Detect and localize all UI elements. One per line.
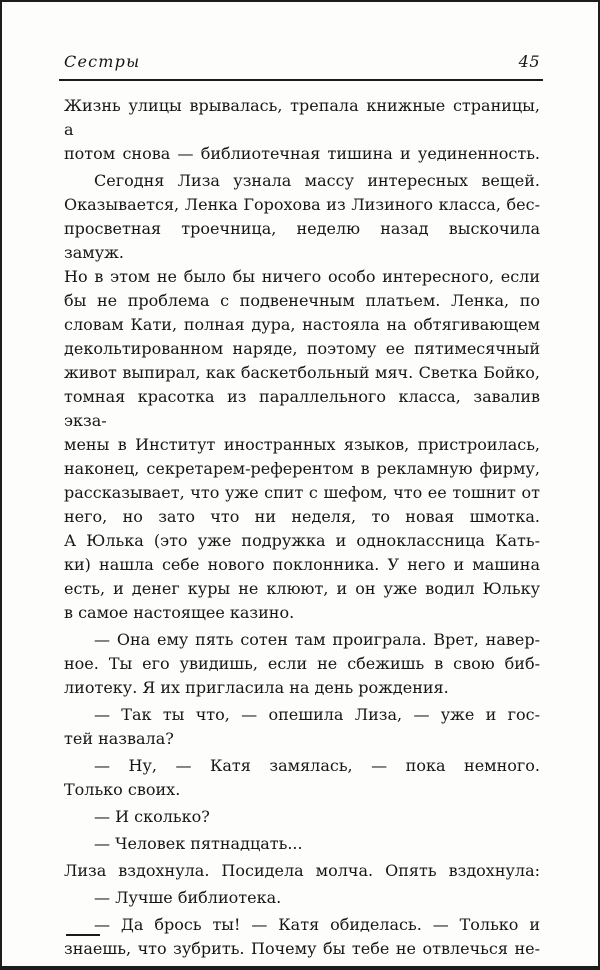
text-line: просветная троечница, неделю назад выскочила замуж. (64, 219, 540, 262)
paragraph (64, 169, 540, 625)
text-line: Сегодня Лиза узнала массу интересных вещей. (94, 171, 540, 190)
text-line: наконец, секретарем-референтом в рекламную фирму, (64, 459, 540, 478)
text-line: — Ну, — Катя замялась, — пока немного. (94, 756, 540, 775)
paragraph (64, 913, 540, 961)
paragraph (64, 94, 540, 166)
text-line: декольтированном наряде, поэтому ее пятимесячный (64, 339, 540, 358)
page-number: 45 (518, 52, 540, 71)
text-line: бы не проблема с подвенечным платьем. Ленка, по (64, 291, 540, 310)
text-line: томная красотка из параллельного класса, завалив экза- (64, 387, 540, 430)
text-line: потом снова — библиотечная тишина и уединенность. (64, 144, 540, 163)
text-line: Лиза вздохнула. Посидела молча. Опять вздохнула: (64, 861, 540, 880)
footer-mark (66, 934, 100, 936)
header-rule (59, 79, 543, 81)
text-line: — Она ему пять сотен там проиграла. Врет, навер- (94, 630, 540, 649)
text-line: тей назвала? (64, 729, 174, 748)
text-line: рассказывает, что уже спит с шефом, что ее тошнит от (64, 483, 540, 502)
text-line: Жизнь улицы врывалась, трепала книжные страницы, а (64, 96, 540, 139)
page-header (64, 52, 540, 71)
text-line: Только своих. (64, 780, 181, 799)
paragraph (64, 754, 540, 802)
paragraph (64, 832, 540, 856)
text-line: мены в Институт иностранных языков, пристроилась, (64, 435, 540, 454)
text-line: живот выпирал, как баскетбольный мяч. Светка Бойко, (64, 363, 540, 382)
text-line: — Лучше библиотека. (94, 888, 282, 907)
text-line: ки) нашла себе нового поклонника. У него и машина (64, 555, 540, 574)
text-line: в самое настоящее казино. (64, 603, 295, 622)
text-line: словам Кати, полная дура, настояла на обтягивающем (64, 315, 540, 334)
paragraph (64, 628, 540, 700)
text-line: А Юлька (это уже подружка и одноклассница Кать- (64, 531, 540, 550)
text-line: Оказывается, Ленка Горохова из Лизиного класса, бес- (64, 195, 540, 214)
text-line: ное. Ты его увидишь, если не сбежишь в свою биб- (64, 654, 540, 673)
text-line: — И сколько? (94, 807, 210, 826)
text-line: — Человек пятнадцать... (94, 834, 303, 853)
text-line: него, но зато что ни неделя, то новая шмотка. (64, 507, 540, 526)
paragraph (64, 703, 540, 751)
running-title: Сестры (64, 52, 141, 71)
text-line: — Так ты что, — опешила Лиза, — уже и гос- (94, 705, 540, 724)
body-text (64, 94, 540, 961)
paragraph (64, 886, 540, 910)
paragraph (64, 859, 540, 883)
text-line: знаешь, что зубрить. Почему бы тебе не отвлечься не- (64, 939, 540, 958)
text-line: — Да брось ты! — Катя обиделась. — Только и (94, 915, 540, 934)
paragraph (64, 805, 540, 829)
text-line: есть, и денег куры не клюют, и он уже водил Юльку (64, 579, 540, 598)
text-line: лиотеку. Я их пригласила на день рождения. (64, 678, 449, 697)
text-line: Но в этом не было бы ничего особо интересного, если (64, 267, 540, 286)
